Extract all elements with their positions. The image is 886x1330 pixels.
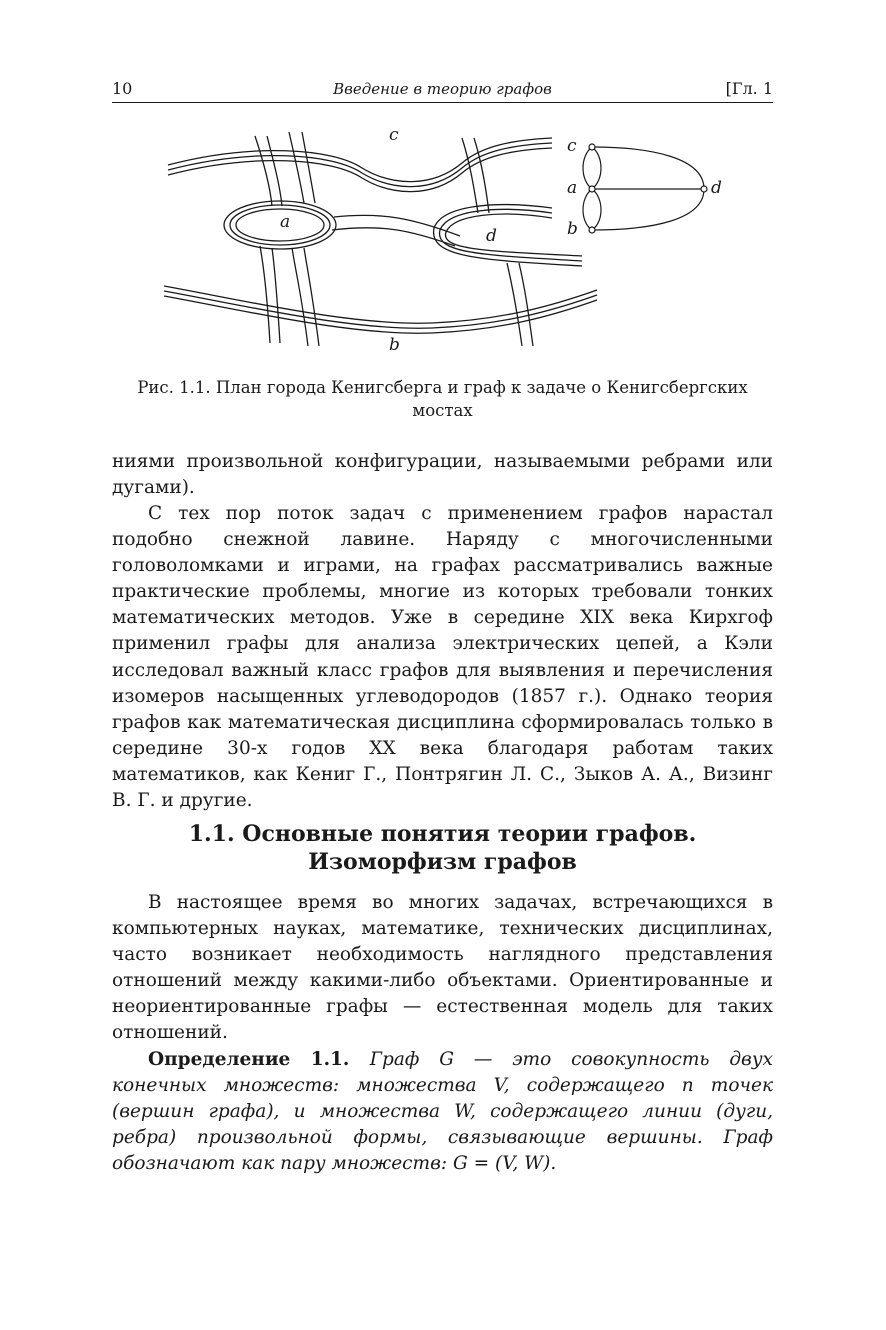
graph-edge-ab-left xyxy=(583,189,592,230)
running-header xyxy=(112,78,773,103)
section-heading-line-1: 1.1. Основные понятия теории графов. xyxy=(188,821,697,847)
figure-caption xyxy=(112,376,773,422)
bridge-3-right xyxy=(272,248,280,343)
bank-d-3 xyxy=(445,214,582,256)
konigsberg-map xyxy=(164,132,597,346)
section-heading-line-2: Изоморфизм графов xyxy=(308,849,577,875)
bridge-1-right xyxy=(267,136,282,206)
bridge-6-right xyxy=(519,263,533,346)
bridge-3-left xyxy=(260,246,270,343)
graph-vertex-a xyxy=(589,186,595,192)
bank-d-2 xyxy=(440,209,582,261)
graph-vertex-c xyxy=(589,144,595,150)
map-label-a: a xyxy=(280,212,291,232)
river-bank-top-2 xyxy=(168,143,552,187)
graph-label-c: c xyxy=(567,136,577,156)
konigsberg-figure xyxy=(112,118,773,368)
graph-edge-ca-right xyxy=(592,147,601,189)
chapter-marker: [Гл. 1 xyxy=(725,79,773,98)
konigsberg-diagram xyxy=(112,118,773,368)
konigsberg-graph xyxy=(583,144,707,233)
graph-edge-bd xyxy=(592,189,704,230)
definition-label: Определение 1.1. xyxy=(148,1049,370,1070)
river-bank-top-1 xyxy=(168,138,552,182)
definition-1-1 xyxy=(112,1047,773,1177)
paragraph-intro: В настоящее время во многих задачах, встречающихся в компьютерных науках, математике, технических дисциплинах, часто возникает необходимость наглядного представления отношений между какими-либо объектами. Ориентированные и неориентированные графы — естественная модель для таких отношений. xyxy=(112,892,773,1044)
paragraph-history: С тех пор поток задач с применением графов нарастал подобно снежной лавине. Наряду с многочисленными головоломками и играми, на графах рассматривались важные практические проблемы, многие из которых требовали тонких математических методов. Уже в середине XIX века Кирхгоф применил графы для анализа электрических цепей, а Кэли исследовал важный класс графов для выявления и перечисления изомеров насыщенных углеводородов (1857 г.). Однако теория графов как математическая дисциплина сформировалась только в середине 30-х годов XX века благодаря работам таких математиков, как Кениг Г., Понтрягин Л. С., Зыков А. А., Визинг В. Г. и другие. xyxy=(112,503,773,812)
page-number: 10 xyxy=(112,79,133,98)
bridge-4-left xyxy=(292,248,308,346)
map-label-c: c xyxy=(389,125,399,145)
graph-vertex-d xyxy=(701,186,707,192)
paragraph-continuation: ниями произвольной конфигурации, называемыми ребрами или дугами). xyxy=(112,451,773,499)
graph-edge-ca-left xyxy=(583,147,592,189)
graph-label-b: b xyxy=(567,219,578,239)
graph-edge-cd xyxy=(592,147,704,189)
bridge-2-right xyxy=(302,132,315,203)
caption-line-1: Рис. 1.1. План города Кенигсберга и граф к задаче о Кенигсбергских xyxy=(137,378,748,397)
graph-label-a: a xyxy=(567,178,578,198)
bridge-6-left xyxy=(507,263,522,346)
map-label-b: b xyxy=(389,335,400,355)
section-heading xyxy=(112,820,773,876)
definition-text: Граф G — это совокупность двух конечных множеств: множества V, содержащего n точек (вершин графа), и множества W, содержащего линии (дуги, ребра) произвольной формы, связывающие вершины. Граф обозначают как пару множеств: G = (V, W). xyxy=(112,1049,773,1175)
bridge-2-left xyxy=(289,132,304,203)
river-bank-top-3 xyxy=(168,148,552,192)
caption-line-2: мостах xyxy=(412,401,473,420)
graph-edge-ab-right xyxy=(592,189,601,230)
graph-vertex-b xyxy=(589,227,595,233)
map-label-d: d xyxy=(486,226,497,246)
bridge-5-lower xyxy=(332,228,455,246)
running-title: Введение в теорию графов xyxy=(333,80,552,98)
bridge-7-left xyxy=(462,138,478,213)
graph-label-d: d xyxy=(711,178,722,198)
river-bank-bottom-1 xyxy=(164,286,597,323)
